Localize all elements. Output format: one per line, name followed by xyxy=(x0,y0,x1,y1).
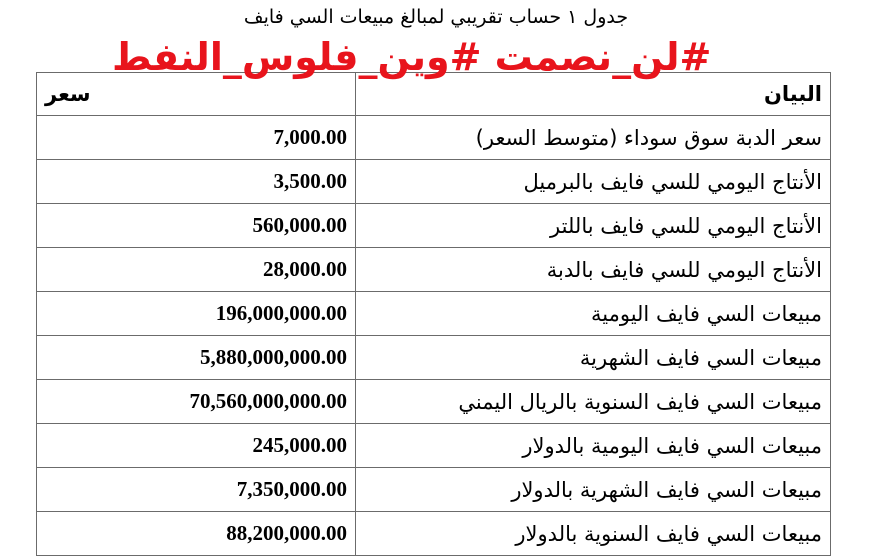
cell-description: الأنتاج اليومي للسي فايف بالدبة xyxy=(356,248,831,292)
cell-description: الأنتاج اليومي للسي فايف باللتر xyxy=(356,204,831,248)
cell-description: مبيعات السي فايف الشهرية بالدولار xyxy=(356,468,831,512)
table-row xyxy=(37,468,831,512)
cell-description: مبيعات السي فايف اليومية بالدولار xyxy=(356,424,831,468)
cell-value: 560,000.00 xyxy=(37,204,356,248)
table-row xyxy=(37,160,831,204)
table-row xyxy=(37,512,831,556)
cell-value: 245,000.00 xyxy=(37,424,356,468)
table-row xyxy=(37,424,831,468)
cell-value: 88,200,000.00 xyxy=(37,512,356,556)
cell-description: مبيعات السي فايف السنوية بالدولار xyxy=(356,512,831,556)
cell-value: 7,000.00 xyxy=(37,116,356,160)
table-caption: جدول ١ حساب تقريبي لمبالغ مبيعات السي فايف xyxy=(243,6,629,28)
cell-description: مبيعات السي فايف الشهرية xyxy=(356,336,831,380)
table-row xyxy=(37,380,831,424)
cell-description: الأنتاج اليومي للسي فايف بالبرميل xyxy=(356,160,831,204)
cell-value: 70,560,000,000.00 xyxy=(37,380,356,424)
hashtag-overlay: #لن_نصمت #وين_فلوس_النفط xyxy=(112,35,712,79)
table-row xyxy=(37,292,831,336)
cell-value: 196,000,000.00 xyxy=(37,292,356,336)
cell-value: 3,500.00 xyxy=(37,160,356,204)
table-row xyxy=(37,336,831,380)
cell-value: 7,350,000.00 xyxy=(37,468,356,512)
header-price: سعر xyxy=(37,73,356,116)
sales-table xyxy=(36,72,831,556)
table-row xyxy=(37,116,831,160)
cell-description: مبيعات السي فايف السنوية بالريال اليمني xyxy=(356,380,831,424)
table-row xyxy=(37,204,831,248)
cell-value: 5,880,000,000.00 xyxy=(37,336,356,380)
cell-description: سعر الدبة سوق سوداء (متوسط السعر) xyxy=(356,116,831,160)
header-description: البيان xyxy=(356,73,831,116)
table-row xyxy=(37,248,831,292)
cell-value: 28,000.00 xyxy=(37,248,356,292)
cell-description: مبيعات السي فايف اليومية xyxy=(356,292,831,336)
